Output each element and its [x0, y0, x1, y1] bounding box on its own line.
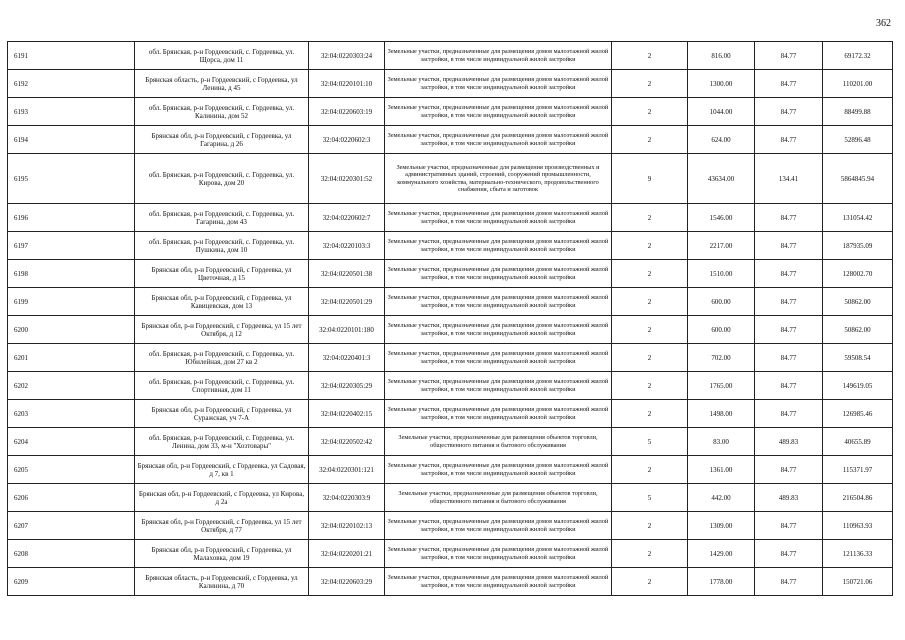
- table-row: [8, 204, 893, 232]
- table-row: [8, 512, 893, 540]
- address-cell: обл. Брянская, р-н Гордеевский, с. Гордеевка, ул. Гагарина, дом 43: [135, 204, 309, 232]
- row-number: 6199: [8, 288, 135, 316]
- address-cell: Брянская обл, р-н Гордеевский, с Гордеевка, ул Кавицевская, дом 13: [135, 288, 309, 316]
- cadastral-number-cell: 32:04:0220401:3: [309, 344, 385, 372]
- cadastral-value-cell: 69172.32: [823, 42, 893, 70]
- address-cell: Брянская область, р-н Гордеевский, с Гордеевка, ул Ленина, д 45: [135, 70, 309, 98]
- group-cell: 2: [612, 126, 688, 154]
- land-use-cell: Земельные участки, предназначенные для размещения объектов торговли, общественного питания и бытового обслуживания: [385, 484, 612, 512]
- land-use-cell: Земельные участки, предназначенные для размещения домов малоэтажной жилой застройки, в том числе индивидуальной жилой застройки: [385, 540, 612, 568]
- address-cell: обл. Брянская, р-н Гордеевский, с. Гордеевка, ул. Калинина, дом 52: [135, 98, 309, 126]
- table-row: [8, 484, 893, 512]
- specific-value-cell: 84.77: [755, 540, 823, 568]
- specific-value-cell: 84.77: [755, 568, 823, 596]
- group-cell: 5: [612, 428, 688, 456]
- table-row: [8, 70, 893, 98]
- area-cell: 83.00: [688, 428, 755, 456]
- group-cell: 2: [612, 512, 688, 540]
- land-use-cell: Земельные участки, предназначенные для размещения домов малоэтажной жилой застройки, в том числе индивидуальной жилой застройки: [385, 260, 612, 288]
- specific-value-cell: 84.77: [755, 344, 823, 372]
- table-row: [8, 98, 893, 126]
- row-number: 6204: [8, 428, 135, 456]
- table-row: [8, 372, 893, 400]
- land-use-cell: Земельные участки, предназначенные для размещения домов малоэтажной жилой застройки, в том числе индивидуальной жилой застройки: [385, 568, 612, 596]
- row-number: 6208: [8, 540, 135, 568]
- row-number: 6191: [8, 42, 135, 70]
- row-number: 6203: [8, 400, 135, 428]
- land-use-cell: Земельные участки, предназначенные для размещения домов малоэтажной жилой застройки, в том числе индивидуальной жилой застройки: [385, 344, 612, 372]
- cadastral-number-cell: 32:04:0220101:180: [309, 316, 385, 344]
- cadastral-number-cell: 32:04:0220101:10: [309, 70, 385, 98]
- specific-value-cell: 84.77: [755, 316, 823, 344]
- row-number: 6198: [8, 260, 135, 288]
- row-number: 6197: [8, 232, 135, 260]
- land-use-cell: Земельные участки, предназначенные для размещения домов малоэтажной жилой застройки, в том числе индивидуальной жилой застройки: [385, 70, 612, 98]
- address-cell: Брянская обл, р-н Гордеевский, с Гордеевка, ул Малаховка, дом 19: [135, 540, 309, 568]
- specific-value-cell: 489.83: [755, 428, 823, 456]
- area-cell: 1429.00: [688, 540, 755, 568]
- area-cell: 2217.00: [688, 232, 755, 260]
- cadastral-number-cell: 32:04:0220102:13: [309, 512, 385, 540]
- cadastral-value-cell: 50862.00: [823, 316, 893, 344]
- cadastral-value-cell: 150721.06: [823, 568, 893, 596]
- area-cell: 1498.00: [688, 400, 755, 428]
- table-row: [8, 540, 893, 568]
- specific-value-cell: 84.77: [755, 42, 823, 70]
- row-number: 6209: [8, 568, 135, 596]
- row-number: 6202: [8, 372, 135, 400]
- cadastral-value-cell: 187935.09: [823, 232, 893, 260]
- cadastral-number-cell: 32:04:0220201:21: [309, 540, 385, 568]
- row-number: 6194: [8, 126, 135, 154]
- area-cell: 1361.00: [688, 456, 755, 484]
- address-cell: Брянская обл, р-н Гордеевский, с Гордеевка, ул 15 лет Октября, д 12: [135, 316, 309, 344]
- area-cell: 43634.00: [688, 154, 755, 204]
- cadastral-value-cell: 50862.00: [823, 288, 893, 316]
- specific-value-cell: 134.41: [755, 154, 823, 204]
- table-row: [8, 316, 893, 344]
- group-cell: 2: [612, 232, 688, 260]
- row-number: 6195: [8, 154, 135, 204]
- cadastral-number-cell: 32:04:0220305:29: [309, 372, 385, 400]
- address-cell: Брянская обл, р-н Гордеевский, с Гордеевка, ул Гагарина, д 26: [135, 126, 309, 154]
- specific-value-cell: 84.77: [755, 512, 823, 540]
- group-cell: 2: [612, 98, 688, 126]
- area-cell: 1765.00: [688, 372, 755, 400]
- area-cell: 624.00: [688, 126, 755, 154]
- cadastral-number-cell: 32:04:0220301:121: [309, 456, 385, 484]
- cadastral-value-cell: 115371.97: [823, 456, 893, 484]
- table-row: [8, 42, 893, 70]
- land-use-cell: Земельные участки, предназначенные для размещения домов малоэтажной жилой застройки, в том числе индивидуальной жилой застройки: [385, 98, 612, 126]
- cadastral-number-cell: 32:04:0220502:42: [309, 428, 385, 456]
- group-cell: 5: [612, 484, 688, 512]
- land-use-cell: Земельные участки, предназначенные для размещения домов малоэтажной жилой застройки, в том числе индивидуальной жилой застройки: [385, 126, 612, 154]
- address-cell: Брянская область, р-н Гордеевский, с Гордеевка, ул Калинина, д 70: [135, 568, 309, 596]
- specific-value-cell: 84.77: [755, 98, 823, 126]
- area-cell: 816.00: [688, 42, 755, 70]
- group-cell: 2: [612, 568, 688, 596]
- group-cell: 2: [612, 288, 688, 316]
- address-cell: обл. Брянская, р-н Гордеевский, с. Гордеевка, ул. Кирова, дом 20: [135, 154, 309, 204]
- group-cell: 2: [612, 372, 688, 400]
- specific-value-cell: 84.77: [755, 372, 823, 400]
- cadastral-value-cell: 88499.88: [823, 98, 893, 126]
- land-use-cell: Земельные участки, предназначенные для размещения объектов торговли, общественного питания и бытового обслуживания: [385, 428, 612, 456]
- specific-value-cell: 84.77: [755, 260, 823, 288]
- specific-value-cell: 84.77: [755, 288, 823, 316]
- group-cell: 2: [612, 42, 688, 70]
- page-number: 362: [876, 18, 891, 29]
- specific-value-cell: 489.83: [755, 484, 823, 512]
- cadastral-number-cell: 32:04:0220602:3: [309, 126, 385, 154]
- area-cell: 1546.00: [688, 204, 755, 232]
- cadastral-value-cell: 59508.54: [823, 344, 893, 372]
- table-row: [8, 154, 893, 204]
- cadastral-number-cell: 32:04:0220303:9: [309, 484, 385, 512]
- area-cell: 1309.00: [688, 512, 755, 540]
- group-cell: 2: [612, 204, 688, 232]
- cadastral-number-cell: 32:04:0220603:29: [309, 568, 385, 596]
- cadastral-number-cell: 32:04:0220501:38: [309, 260, 385, 288]
- cadastral-number-cell: 32:04:0220103:3: [309, 232, 385, 260]
- row-number: 6206: [8, 484, 135, 512]
- group-cell: 2: [612, 70, 688, 98]
- specific-value-cell: 84.77: [755, 400, 823, 428]
- address-cell: Брянская обл, р-н Гордеевский, с Гордеевка, ул 15 лет Октября, д 77: [135, 512, 309, 540]
- area-cell: 600.00: [688, 288, 755, 316]
- area-cell: 600.00: [688, 316, 755, 344]
- cadastral-value-cell: 216504.86: [823, 484, 893, 512]
- address-cell: обл. Брянская, р-н Гордеевский, с. Гордеевка, ул. Ленина, дом 33, м-н "Хозтовары": [135, 428, 309, 456]
- cadastral-value-cell: 149619.05: [823, 372, 893, 400]
- area-cell: 1510.00: [688, 260, 755, 288]
- land-use-cell: Земельные участки, предназначенные для размещения домов малоэтажной жилой застройки, в том числе индивидуальной жилой застройки: [385, 288, 612, 316]
- cadastral-number-cell: 32:04:0220603:19: [309, 98, 385, 126]
- land-use-cell: Земельные участки, предназначенные для размещения домов малоэтажной жилой застройки, в том числе индивидуальной жилой застройки: [385, 232, 612, 260]
- land-use-cell: Земельные участки, предназначенные для размещения домов малоэтажной жилой застройки, в том числе индивидуальной жилой застройки: [385, 204, 612, 232]
- cadastral-number-cell: 32:04:0220402:15: [309, 400, 385, 428]
- table-row: [8, 456, 893, 484]
- land-use-cell: Земельные участки, предназначенные для размещения домов малоэтажной жилой застройки, в том числе индивидуальной жилой застройки: [385, 316, 612, 344]
- area-cell: 1044.00: [688, 98, 755, 126]
- cadastral-number-cell: 32:04:0220501:29: [309, 288, 385, 316]
- cadastral-value-table: [7, 41, 893, 596]
- table-body: [8, 42, 893, 596]
- address-cell: Брянская обл, р-н Гордеевский, с Гордеевка, ул Кирова, д 2а: [135, 484, 309, 512]
- row-number: 6200: [8, 316, 135, 344]
- land-use-cell: Земельные участки, предназначенные для размещения домов малоэтажной жилой застройки, в том числе индивидуальной жилой застройки: [385, 512, 612, 540]
- row-number: 6193: [8, 98, 135, 126]
- specific-value-cell: 84.77: [755, 456, 823, 484]
- row-number: 6196: [8, 204, 135, 232]
- table-row: [8, 568, 893, 596]
- specific-value-cell: 84.77: [755, 70, 823, 98]
- row-number: 6207: [8, 512, 135, 540]
- land-use-cell: Земельные участки, предназначенные для размещения домов малоэтажной жилой застройки, в том числе индивидуальной жилой застройки: [385, 400, 612, 428]
- address-cell: обл. Брянская, р-н Гордеевский, с. Гордеевка, ул. Спортивная, дом 11: [135, 372, 309, 400]
- cadastral-number-cell: 32:04:0220301:52: [309, 154, 385, 204]
- cadastral-value-cell: 126985.46: [823, 400, 893, 428]
- land-use-cell: Земельные участки, предназначенные для размещения производственных и административных зданий, строений, сооружений промышленности, коммунального хозяйства, материально-технического, продовольственного снабжения, сбыта и заготовок: [385, 154, 612, 204]
- group-cell: 2: [612, 540, 688, 568]
- cadastral-number-cell: 32:04:0220602:7: [309, 204, 385, 232]
- area-cell: 702.00: [688, 344, 755, 372]
- group-cell: 2: [612, 456, 688, 484]
- specific-value-cell: 84.77: [755, 126, 823, 154]
- group-cell: 2: [612, 344, 688, 372]
- row-number: 6201: [8, 344, 135, 372]
- row-number: 6205: [8, 456, 135, 484]
- cadastral-value-cell: 52896.48: [823, 126, 893, 154]
- group-cell: 2: [612, 316, 688, 344]
- land-use-cell: Земельные участки, предназначенные для размещения домов малоэтажной жилой застройки, в том числе индивидуальной жилой застройки: [385, 456, 612, 484]
- address-cell: обл. Брянская, р-н Гордеевский, с. Гордеевка, ул. Юбилейная, дом 27 кв 2: [135, 344, 309, 372]
- group-cell: 9: [612, 154, 688, 204]
- cadastral-value-cell: 110201.00: [823, 70, 893, 98]
- table-row: [8, 232, 893, 260]
- area-cell: 1778.00: [688, 568, 755, 596]
- cadastral-value-cell: 40655.89: [823, 428, 893, 456]
- cadastral-number-cell: 32:04:0220303:24: [309, 42, 385, 70]
- table-row: [8, 126, 893, 154]
- specific-value-cell: 84.77: [755, 232, 823, 260]
- table-row: [8, 260, 893, 288]
- table-row: [8, 344, 893, 372]
- address-cell: Брянская обл, р-н Гордеевский, с Гордеевка, ул Суражская, уч 7-А: [135, 400, 309, 428]
- address-cell: обл. Брянская, р-н Гордеевский, с. Гордеевка, ул. Щорса, дом 11: [135, 42, 309, 70]
- area-cell: 442.00: [688, 484, 755, 512]
- table-row: [8, 428, 893, 456]
- cadastral-value-cell: 110963.93: [823, 512, 893, 540]
- cadastral-value-cell: 128002.70: [823, 260, 893, 288]
- group-cell: 2: [612, 400, 688, 428]
- cadastral-value-cell: 121136.33: [823, 540, 893, 568]
- specific-value-cell: 84.77: [755, 204, 823, 232]
- group-cell: 2: [612, 260, 688, 288]
- address-cell: обл. Брянская, р-н Гордеевский, с. Гордеевка, ул. Пушкина, дом 10: [135, 232, 309, 260]
- table-row: [8, 400, 893, 428]
- cadastral-value-cell: 131054.42: [823, 204, 893, 232]
- table-row: [8, 288, 893, 316]
- area-cell: 1300.00: [688, 70, 755, 98]
- address-cell: Брянская обл, р-н Гордеевский, с Гордеевка, ул Цветочная, д 15: [135, 260, 309, 288]
- row-number: 6192: [8, 70, 135, 98]
- land-use-cell: Земельные участки, предназначенные для размещения домов малоэтажной жилой застройки, в том числе индивидуальной жилой застройки: [385, 42, 612, 70]
- land-use-cell: Земельные участки, предназначенные для размещения домов малоэтажной жилой застройки, в том числе индивидуальной жилой застройки: [385, 372, 612, 400]
- cadastral-value-cell: 5864845.94: [823, 154, 893, 204]
- address-cell: Брянская обл, р-н Гордеевский, с Гордеевка, ул Садовая, д 7, кв 1: [135, 456, 309, 484]
